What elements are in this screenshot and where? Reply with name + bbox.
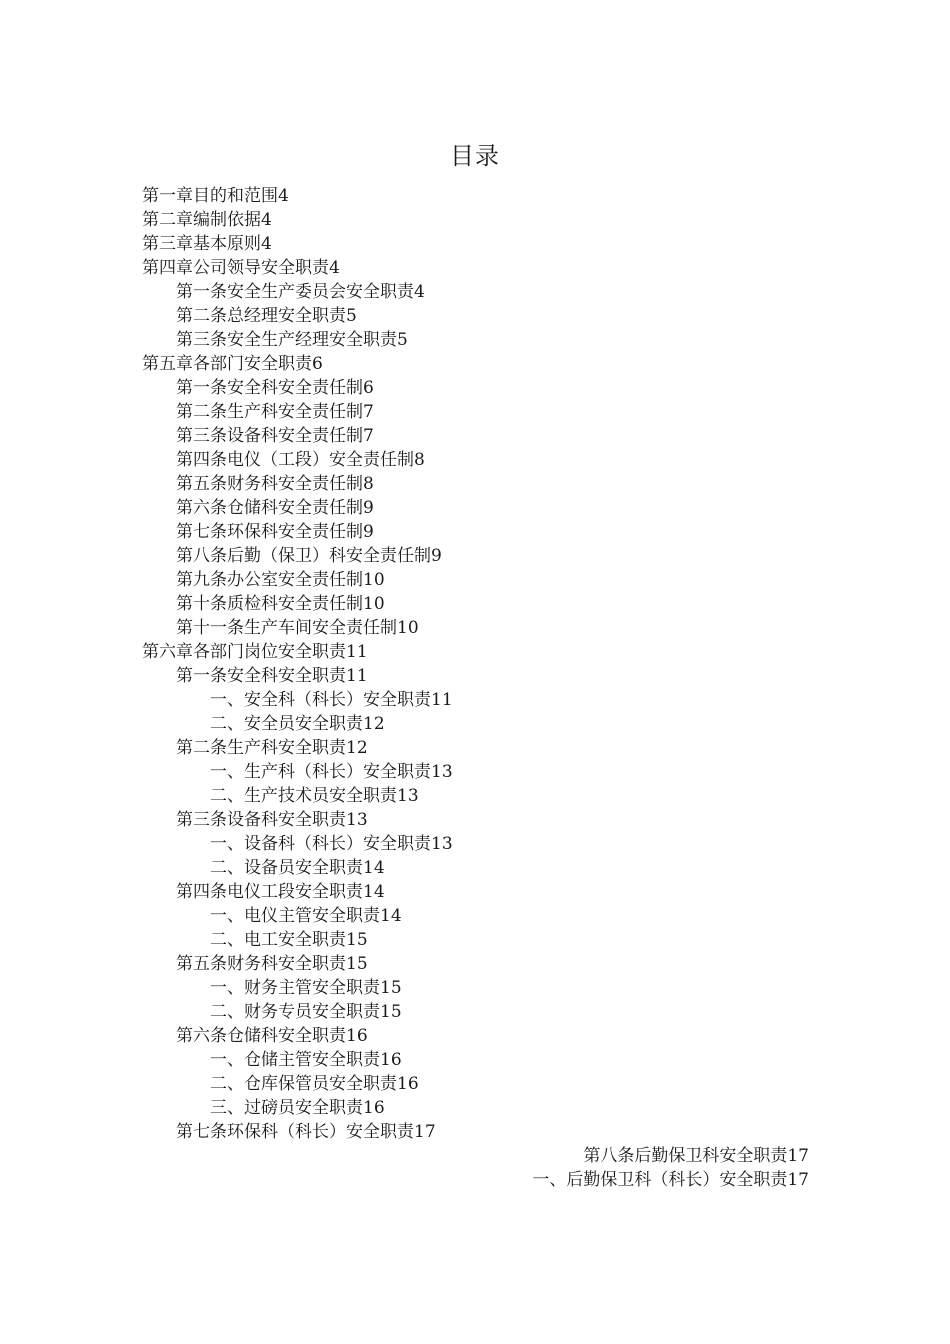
toc-entry[interactable] — [0, 568, 950, 592]
toc-entry[interactable] — [0, 688, 950, 712]
toc-entry-text: 第三条设备科安全责任制 — [176, 426, 363, 446]
toc-entry-text: 第二条生产科安全责任制 — [176, 402, 363, 422]
toc-entry-page-number: 4 — [278, 186, 289, 206]
toc-entry-text: 一、安全科（科长）安全职责 — [210, 690, 431, 710]
toc-entry-page-number: 13 — [346, 810, 368, 830]
toc-entry-text: 第二条总经理安全职责 — [176, 306, 346, 326]
toc-entry[interactable] — [0, 328, 950, 352]
toc-entry[interactable] — [0, 472, 950, 496]
toc-entry[interactable] — [0, 736, 950, 760]
toc-entry-page-number: 5 — [397, 330, 408, 350]
toc-entry-page-number: 7 — [363, 426, 374, 446]
toc-entry[interactable] — [0, 664, 950, 688]
toc-entry-page-number: 9 — [363, 522, 374, 542]
toc-entry-page-number: 12 — [346, 738, 368, 758]
toc-entry-text: 二、电工安全职责 — [210, 930, 346, 950]
toc-entry-page-number: 11 — [346, 666, 368, 686]
toc-entry[interactable] — [0, 184, 950, 208]
toc-entry-text: 第三条安全生产经理安全职责 — [176, 330, 397, 350]
toc-entry-text: 第六章各部门岗位安全职责 — [142, 642, 346, 662]
toc-entry-page-number: 6 — [363, 378, 374, 398]
toc-entry-page-number: 10 — [397, 618, 419, 638]
toc-entry-text: 第五章各部门安全职责 — [142, 354, 312, 374]
toc-entry-page-number: 15 — [380, 1002, 402, 1022]
toc-entry[interactable] — [0, 1072, 950, 1096]
toc-entry-text: 三、过磅员安全职责 — [210, 1098, 363, 1118]
toc-entry-page-number: 16 — [346, 1026, 368, 1046]
toc-entry-page-number: 13 — [397, 786, 419, 806]
toc-entry-text: 第八条后勤保卫科安全职责 — [583, 1146, 788, 1166]
toc-entry[interactable] — [0, 784, 950, 808]
toc-entry-page-number: 17 — [787, 1146, 809, 1166]
toc-entry-page-number: 15 — [346, 930, 368, 950]
toc-entry-text: 第一条安全生产委员会安全职责 — [176, 282, 414, 302]
toc-entry-page-number: 17 — [787, 1170, 809, 1190]
toc-entry-page-number: 7 — [363, 402, 374, 422]
toc-entry-page-number: 8 — [414, 450, 425, 470]
toc-entry[interactable] — [0, 448, 950, 472]
toc-entry-text: 第二条生产科安全职责 — [176, 738, 346, 758]
toc-entry-text: 二、财务专员安全职责 — [210, 1002, 380, 1022]
toc-entry-text: 第二章编制依据 — [142, 210, 261, 230]
toc-entry[interactable] — [0, 1000, 950, 1024]
toc-entry[interactable] — [0, 808, 950, 832]
toc-entry[interactable] — [0, 904, 950, 928]
toc-entry-text: 第五条财务科安全职责 — [176, 954, 346, 974]
toc-entry[interactable] — [0, 1120, 950, 1144]
toc-entry-page-number: 4 — [414, 282, 425, 302]
toc-entry-page-number: 4 — [261, 210, 272, 230]
toc-entry-page-number: 6 — [312, 354, 323, 374]
toc-entry-page-number: 14 — [380, 906, 402, 926]
toc-entry-text: 第一条安全科安全责任制 — [176, 378, 363, 398]
toc-entry[interactable] — [0, 496, 950, 520]
toc-entry-text: 第九条办公室安全责任制 — [176, 570, 363, 590]
toc-entry-page-number: 16 — [380, 1050, 402, 1070]
toc-entry[interactable] — [0, 1048, 950, 1072]
toc-entry-page-number: 8 — [363, 474, 374, 494]
toc-entry[interactable] — [0, 424, 950, 448]
toc-entry[interactable] — [0, 712, 950, 736]
toc-entry-text: 第一章目的和范围 — [142, 186, 278, 206]
toc-entry[interactable] — [0, 592, 950, 616]
toc-entry[interactable] — [0, 232, 950, 256]
toc-entry-text: 一、后勤保卫科（科长）安全职责 — [532, 1170, 788, 1190]
toc-entry[interactable] — [0, 400, 950, 424]
toc-list — [0, 184, 950, 1192]
toc-entry-text: 二、设备员安全职责 — [210, 858, 363, 878]
toc-entry-text: 一、财务主管安全职责 — [210, 978, 380, 998]
toc-entry[interactable] — [0, 832, 950, 856]
toc-entry-page-number: 12 — [363, 714, 385, 734]
toc-entry-text: 第十条质检科安全责任制 — [176, 594, 363, 614]
toc-entry[interactable] — [0, 1024, 950, 1048]
toc-entry-text: 第七条环保科安全责任制 — [176, 522, 363, 542]
toc-entry-text: 二、仓库保管员安全职责 — [210, 1074, 397, 1094]
toc-entry[interactable] — [0, 856, 950, 880]
toc-entry-page-number: 17 — [414, 1122, 436, 1142]
toc-entry[interactable] — [0, 880, 950, 904]
toc-entry-page-number: 15 — [380, 978, 402, 998]
toc-entry-page-number: 5 — [346, 306, 357, 326]
toc-entry-page-number: 9 — [431, 546, 442, 566]
toc-entry-text: 第六条仓储科安全责任制 — [176, 498, 363, 518]
toc-entry[interactable] — [0, 952, 950, 976]
toc-entry[interactable] — [0, 1096, 950, 1120]
toc-entry-text: 第十一条生产车间安全责任制 — [176, 618, 397, 638]
toc-entry-page-number: 9 — [363, 498, 374, 518]
toc-entry-page-number: 11 — [346, 642, 368, 662]
toc-entry[interactable] — [0, 760, 950, 784]
toc-entry-text: 第一条安全科安全职责 — [176, 666, 346, 686]
toc-entry-text: 二、生产技术员安全职责 — [210, 786, 397, 806]
toc-title: 目录 — [450, 142, 500, 170]
toc-entry-text: 一、设备科（科长）安全职责 — [210, 834, 431, 854]
toc-entry-page-number: 13 — [431, 834, 453, 854]
toc-entry[interactable] — [0, 616, 950, 640]
toc-entry-page-number: 15 — [346, 954, 368, 974]
toc-entry-text: 第五条财务科安全责任制 — [176, 474, 363, 494]
toc-entry[interactable] — [0, 520, 950, 544]
toc-entry-text: 一、电仪主管安全职责 — [210, 906, 380, 926]
toc-entry[interactable] — [0, 1144, 950, 1168]
toc-entry[interactable] — [0, 544, 950, 568]
toc-entry[interactable] — [0, 1168, 950, 1192]
toc-entry-text: 第三条设备科安全职责 — [176, 810, 346, 830]
toc-entry-text: 第四章公司领导安全职责 — [142, 258, 329, 278]
toc-entry-page-number: 13 — [431, 762, 453, 782]
toc-entry-page-number: 14 — [363, 858, 385, 878]
toc-entry-page-number: 11 — [431, 690, 453, 710]
toc-entry-text: 第四条电仪工段安全职责 — [176, 882, 363, 902]
toc-entry-page-number: 10 — [363, 594, 385, 614]
toc-entry-page-number: 16 — [363, 1098, 385, 1118]
toc-entry-page-number: 10 — [363, 570, 385, 590]
toc-entry[interactable] — [0, 640, 950, 664]
toc-entry-page-number: 4 — [329, 258, 340, 278]
toc-entry[interactable] — [0, 280, 950, 304]
toc-entry-text: 一、生产科（科长）安全职责 — [210, 762, 431, 782]
toc-entry-page-number: 4 — [261, 234, 272, 254]
toc-entry[interactable] — [0, 352, 950, 376]
toc-entry[interactable] — [0, 928, 950, 952]
toc-entry[interactable] — [0, 208, 950, 232]
toc-entry[interactable] — [0, 376, 950, 400]
toc-entry-text: 二、安全员安全职责 — [210, 714, 363, 734]
toc-entry-text: 第八条后勤（保卫）科安全责任制 — [176, 546, 431, 566]
toc-entry-page-number: 14 — [363, 882, 385, 902]
toc-entry-page-number: 16 — [397, 1074, 419, 1094]
toc-entry-text: 一、仓储主管安全职责 — [210, 1050, 380, 1070]
toc-entry[interactable] — [0, 256, 950, 280]
toc-entry-text: 第七条环保科（科长）安全职责 — [176, 1122, 414, 1142]
toc-entry-text: 第四条电仪（工段）安全责任制 — [176, 450, 414, 470]
toc-entry-text: 第六条仓储科安全职责 — [176, 1026, 346, 1046]
toc-entry[interactable] — [0, 976, 950, 1000]
toc-entry[interactable] — [0, 304, 950, 328]
toc-entry-text: 第三章基本原则 — [142, 234, 261, 254]
